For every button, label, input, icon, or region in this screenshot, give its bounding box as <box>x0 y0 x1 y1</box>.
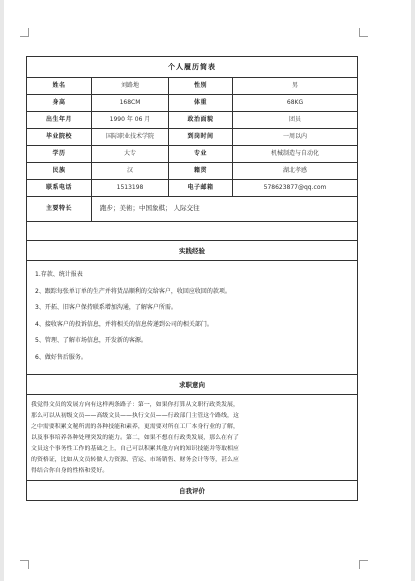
paragraph-line: 那么可以从初级文员——高级文员——执行文员——行政部门主管这个路线，这 <box>31 413 239 419</box>
field-value: 机械制造与自动化 <box>232 146 357 162</box>
paragraph-line: 我觉得文员的发展方向有这样两条路子：第一，如果你打算从文职行政类发展， <box>31 402 239 408</box>
work-experience-item: 4、接收客户的投诉信息，并将相关的信息传递到公司的相关部门。 <box>35 320 213 328</box>
field-label: 毕业院校 <box>45 133 72 141</box>
field-value: 1513198 <box>91 180 168 196</box>
work-experience-list <box>27 261 231 374</box>
info-row <box>27 179 357 196</box>
crop-mark-top-right <box>359 28 368 37</box>
work-experience-item: 1.存款、统计报表 <box>35 271 83 278</box>
info-row <box>27 162 357 179</box>
info-row <box>27 145 357 162</box>
info-row <box>27 94 357 111</box>
field-value: 团员 <box>232 112 357 128</box>
page-margin-right <box>411 0 415 581</box>
job-intention-paragraph <box>27 395 243 480</box>
field-label: 学历 <box>52 150 66 158</box>
field-value: 刘路地 <box>91 78 168 94</box>
work-experience-item: 6、做好售后服务。 <box>35 353 87 361</box>
field-value: 168CM <box>91 95 168 111</box>
field-value: 汉 <box>91 163 168 179</box>
expertise-row <box>27 196 357 221</box>
work-experience-header: 实践经验 <box>27 240 357 260</box>
crop-mark-bottom-left <box>20 560 29 569</box>
field-label: 到岗时间 <box>168 129 232 145</box>
paragraph-line: 之中需要积累文秘所需的各种技能和素养，更需要对所在工厂本身行业的了解， <box>31 424 239 430</box>
field-label: 体重 <box>168 95 232 111</box>
resume-title: 个人履历简表 <box>168 63 216 71</box>
field-label: 电子邮箱 <box>168 180 232 196</box>
info-rows <box>27 77 357 196</box>
work-experience-item: 5、管理、了解市场信息，开发新的客源。 <box>35 337 147 344</box>
field-label: 联系电话 <box>45 184 72 192</box>
field-label: 民族 <box>52 167 66 175</box>
job-intention-body <box>27 394 357 480</box>
info-row <box>27 128 357 145</box>
field-value: 1990 年 06 月 <box>91 112 168 128</box>
field-label: 出生年月 <box>45 116 72 124</box>
work-experience-body <box>27 260 357 374</box>
field-label: 性别 <box>168 78 232 94</box>
page-margin-left <box>0 0 4 581</box>
crop-mark-top-left <box>20 28 29 37</box>
crop-mark-bottom-right <box>359 560 368 569</box>
paragraph-line: 以及事事培养各种处理突发的能力。第二，如果不想在行政类发展，那么在有了 <box>31 435 239 441</box>
field-value: 国际职业技术学院 <box>91 129 168 145</box>
field-value: 湖北孝感 <box>232 163 357 179</box>
expertise-text: 跑步；美術；中国象棋； 人际交往 <box>91 197 357 221</box>
field-label: 姓名 <box>52 82 66 90</box>
paragraph-line: 文员这个事务性工作的基础之上，自己可以积累其他方向的知识技能并等取相应 <box>31 446 239 452</box>
blank-row <box>27 221 357 240</box>
paragraph-line: 的资格证，比如从文员转做人力资源、营运、市场销售、财务会计等等，甚么应 <box>31 457 239 463</box>
field-value: 68KG <box>232 95 357 111</box>
expertise-label: 主要特长 <box>45 205 72 213</box>
field-value: 男 <box>232 78 357 94</box>
paragraph-line: 得结合你自身的性格和爱好。 <box>31 468 109 474</box>
field-label: 身高 <box>52 99 66 107</box>
resume-table <box>26 56 358 501</box>
field-value: 578623877@qq.com <box>232 180 357 196</box>
work-experience-item: 2、跟踪每张单订单的生产并将货品顺利的交给客户，收回应收回的款项。 <box>35 287 231 295</box>
field-label: 专业 <box>168 146 232 162</box>
info-row <box>27 77 357 94</box>
work-experience-item: 3、开拓、旧客户保持联系增加沟通，了解客户所需。 <box>35 304 177 311</box>
field-value: 一周以内 <box>232 129 357 145</box>
job-intention-header: 求职意向 <box>27 374 357 394</box>
info-row <box>27 111 357 128</box>
field-value: 大专 <box>91 146 168 162</box>
self-evaluation-header: 自我评价 <box>27 480 357 500</box>
field-label: 籍贯 <box>168 163 232 179</box>
field-label: 政治面貌 <box>168 112 232 128</box>
